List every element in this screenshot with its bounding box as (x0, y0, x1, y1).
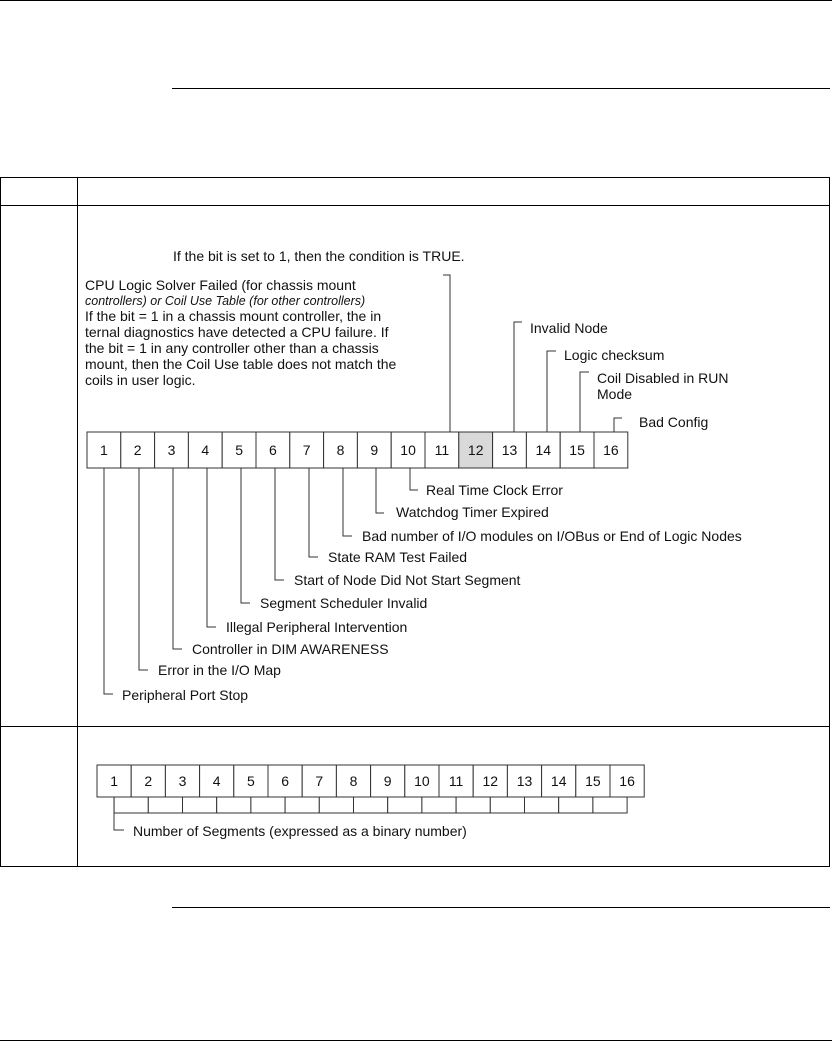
bit-number: 12 (482, 773, 499, 789)
label-coil-disabled-1: Coil Disabled in RUN (597, 370, 729, 386)
bit-number: 12 (467, 442, 484, 458)
bit-number: 5 (235, 442, 243, 458)
register2-bit-row (97, 765, 644, 813)
bit-number: 11 (434, 442, 450, 458)
bit-number: 3 (178, 773, 187, 789)
bit-number: 10 (400, 442, 416, 458)
register1-bit-row (87, 432, 628, 468)
bit-sub-box (559, 797, 593, 813)
bit-sub-box (422, 797, 456, 813)
label-dim-awareness: Controller in DIM AWARENESS (192, 641, 389, 657)
bit-number: 15 (569, 442, 585, 458)
bit-number: 14 (550, 773, 567, 789)
bit-sub-box (525, 797, 559, 813)
bit-number: 13 (516, 773, 533, 789)
bit-number: 5 (247, 773, 255, 789)
callout-line-bit11 (443, 275, 450, 432)
callout-line-bit10 (410, 468, 418, 490)
label-state-ram: State RAM Test Failed (328, 549, 468, 565)
intro-text: If the bit is set to 1, then the condition is TRUE. (173, 248, 465, 264)
bit-number: 6 (281, 773, 289, 789)
cpu-note-line5: the bit = 1 in any controller other than a chassis (85, 340, 379, 356)
bit-number: 2 (144, 773, 153, 789)
callout-line-bit15 (580, 372, 589, 432)
callout-line-bit14 (547, 351, 556, 432)
bit-sub-box (490, 797, 524, 813)
cpu-note-line7: coils in user logic. (85, 372, 196, 388)
bit-number: 7 (315, 773, 324, 789)
label-start-node: Start of Node Did Not Start Segment (294, 572, 521, 588)
label-watchdog: Watchdog Timer Expired (396, 504, 549, 520)
callout-line-bit13 (514, 322, 522, 432)
callout-line-bit2 (139, 468, 148, 670)
bit-number: 14 (535, 442, 552, 458)
bit-sub-box (285, 797, 319, 813)
bit-number: 4 (201, 442, 210, 458)
bit-number: 4 (212, 773, 221, 789)
bit-number: 9 (370, 442, 379, 458)
label-number-of-segments: Number of Segments (expressed as a binary number) (133, 823, 467, 839)
bit-number: 9 (383, 773, 392, 789)
bit-number: 16 (603, 442, 619, 458)
label-coil-disabled-2: Mode (597, 386, 633, 402)
callout-line-bit5 (241, 468, 250, 603)
bit-number: 11 (448, 773, 464, 789)
bit-number: 10 (414, 773, 430, 789)
bit-number: 16 (619, 773, 635, 789)
bit-sub-box (456, 797, 490, 813)
label-illegal-peripheral: Illegal Peripheral Intervention (226, 619, 408, 635)
label-io-map-error: Error in the I/O Map (158, 662, 281, 678)
bit-number: 7 (302, 442, 311, 458)
label-invalid-node: Invalid Node (530, 320, 608, 336)
callout-line-bit8 (343, 468, 352, 536)
bit-sub-box (354, 797, 388, 813)
callout-line-bit3 (173, 468, 182, 649)
callout-line-bit9 (376, 468, 384, 513)
callout-line-bit4 (207, 468, 216, 627)
bit-sub-box (251, 797, 285, 813)
bit-sub-box (148, 797, 182, 813)
bit-sub-box (183, 797, 217, 813)
bit-sub-box (217, 797, 251, 813)
callout-line-bit16 (614, 418, 622, 432)
bit-sub-box (388, 797, 422, 813)
bit-sub-box (593, 797, 627, 813)
label-real-time-clock: Real Time Clock Error (426, 482, 563, 498)
bit-number: 6 (269, 442, 277, 458)
label-bad-io: Bad number of I/O modules on I/OBus or End of Logic Nodes (362, 528, 742, 544)
callout-line-bit6 (275, 468, 284, 580)
callout-line-bit7 (309, 468, 318, 557)
bit-number: 15 (585, 773, 601, 789)
callout-line-bit1 (104, 468, 113, 694)
cpu-note-line1: CPU Logic Solver Failed (for chassis mount (85, 277, 356, 293)
bit-number: 2 (133, 442, 142, 458)
label-bad-config: Bad Config (639, 414, 709, 430)
cpu-note (85, 277, 397, 388)
bit-number: 3 (167, 442, 176, 458)
label-logic-checksum: Logic checksum (564, 347, 665, 363)
cpu-note-line6: mount, then the Coil Use table does not match the (85, 356, 397, 372)
label-segment-scheduler: Segment Scheduler Invalid (260, 595, 428, 611)
bit-sub-box (319, 797, 353, 813)
bit-number: 13 (501, 442, 518, 458)
cpu-note-line3: If the bit = 1 in a chassis mount controller, the in (85, 308, 382, 324)
label-peripheral-stop: Peripheral Port Stop (122, 687, 249, 703)
bit-number: 1 (100, 442, 108, 458)
cpu-note-line2: controllers) or Coil Use Table (for other controllers) (85, 294, 366, 308)
bit-number: 8 (336, 442, 345, 458)
bit-number: 8 (349, 773, 358, 789)
bit-sub-box (114, 797, 148, 813)
cpu-note-line4: ternal diagnostics have detected a CPU failure. If (85, 324, 389, 340)
bit-number: 1 (110, 773, 118, 789)
